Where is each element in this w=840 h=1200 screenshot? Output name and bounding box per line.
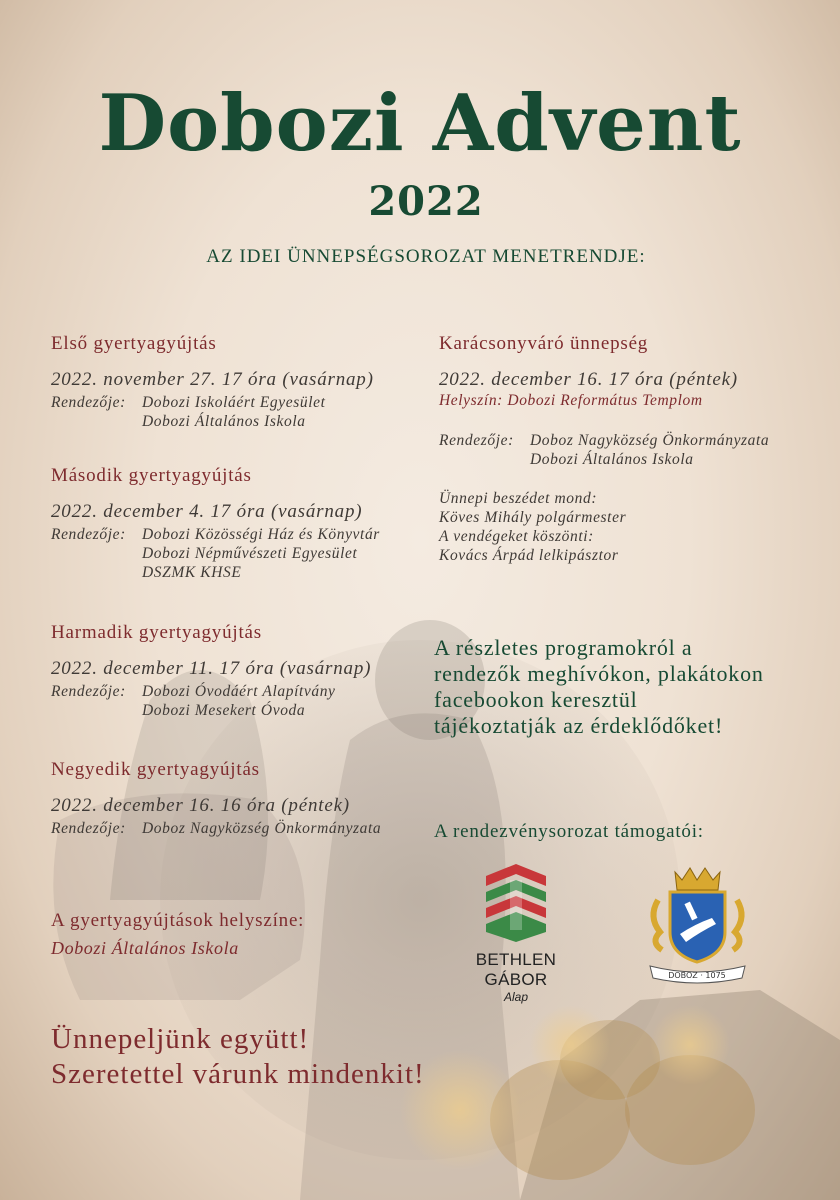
event-organizers <box>51 819 381 838</box>
event-christmas-celebration <box>439 333 769 565</box>
speech-line: Kovács Árpád lelkipásztor <box>439 547 619 564</box>
organizer-label: Rendezője: <box>51 526 126 543</box>
event-heading: Negyedik gyertyagyújtás <box>51 759 260 780</box>
event-date: 2022. november 27. 17 óra (vasárnap) <box>51 369 374 390</box>
organizer-name: Dobozi Népművészeti Egyesület <box>142 545 358 562</box>
candle-lighting-venue <box>51 910 304 959</box>
event-organizers <box>439 431 769 469</box>
crest-text: DOBOZ · 1075 <box>668 971 726 980</box>
organizer-label: Rendezője: <box>51 820 126 837</box>
speech-line: Köves Mihály polgármester <box>439 509 627 526</box>
speech-info <box>439 489 769 565</box>
event-date: 2022. december 16. 17 óra (péntek) <box>439 369 738 390</box>
organizer-name: Doboz Nagyközség Önkormányzata <box>142 820 382 837</box>
schedule-subtitle: AZ IDEI ÜNNEPSÉGSOROZAT MENETRENDJE: <box>206 246 646 267</box>
event-heading: Második gyertyagyújtás <box>51 465 252 486</box>
event-date: 2022. december 11. 17 óra (vasárnap) <box>51 658 372 679</box>
event-third-candle <box>51 622 371 720</box>
poster-title: Dobozi Advent <box>98 78 742 169</box>
organizer-name: Dobozi Közösségi Ház és Könyvtár <box>142 526 380 543</box>
bethlen-logo-sub: Alap <box>503 990 529 1004</box>
speech-line: A vendégeket köszönti: <box>439 528 594 545</box>
info-line: facebookon keresztül <box>434 687 638 712</box>
closing-line: Szeretettel várunk mindenkit! <box>51 1058 425 1090</box>
organizer-label: Rendezője: <box>439 432 514 449</box>
event-first-candle <box>51 333 374 431</box>
doboz-coat-of-arms <box>640 862 755 987</box>
organizer-name: Dobozi Mesekert Óvoda <box>142 702 306 719</box>
event-location: Helyszín: Dobozi Református Templom <box>439 392 703 409</box>
info-line: tájékoztatják az érdeklődőket! <box>434 713 724 738</box>
event-heading: Harmadik gyertyagyújtás <box>51 622 262 643</box>
organizer-name: Dobozi Általános Iskola <box>530 451 694 468</box>
organizer-name: Dobozi Iskoláért Egyesület <box>142 394 326 411</box>
bethlen-logo-name: BETHLEN GÁBOR <box>475 950 557 989</box>
poster-year: 2022 <box>368 178 484 225</box>
venue-place: Dobozi Általános Iskola <box>51 938 239 958</box>
event-date: 2022. december 4. 17 óra (vasárnap) <box>51 501 363 522</box>
closing-message <box>51 1022 425 1092</box>
event-second-candle <box>51 465 380 582</box>
organizer-name: DSZMK KHSE <box>142 564 242 581</box>
supporters-label: A rendezvénysorozat támogatói: <box>434 821 704 842</box>
info-line: rendezők meghívókon, plakátokon <box>434 661 764 686</box>
event-date: 2022. december 16. 16 óra (péntek) <box>51 795 350 816</box>
closing-line: Ünnepeljünk együtt! <box>51 1023 310 1055</box>
event-organizers <box>51 682 371 720</box>
organizer-label: Rendezője: <box>51 683 126 700</box>
event-organizers <box>51 525 380 582</box>
speech-line: Ünnepi beszédet mond: <box>439 490 598 507</box>
venue-heading: A gyertyagyújtások helyszíne: <box>51 910 305 931</box>
program-info <box>434 635 824 739</box>
bethlen-gabor-alap-logo <box>446 862 586 1004</box>
bethlen-logo-mark <box>446 862 586 942</box>
event-organizers <box>51 393 374 431</box>
organizer-label: Rendezője: <box>51 394 126 411</box>
organizer-name: Dobozi Általános Iskola <box>142 413 306 430</box>
organizer-name: Doboz Nagyközség Önkormányzata <box>530 432 770 449</box>
crest-icon <box>640 862 755 987</box>
organizer-name: Dobozi Óvodáért Alapítvány <box>142 683 336 700</box>
event-heading: Karácsonyváró ünnepség <box>439 333 649 354</box>
info-line: A részletes programokról a <box>434 635 693 660</box>
event-heading: Első gyertyagyújtás <box>51 333 217 354</box>
event-fourth-candle <box>51 759 381 838</box>
